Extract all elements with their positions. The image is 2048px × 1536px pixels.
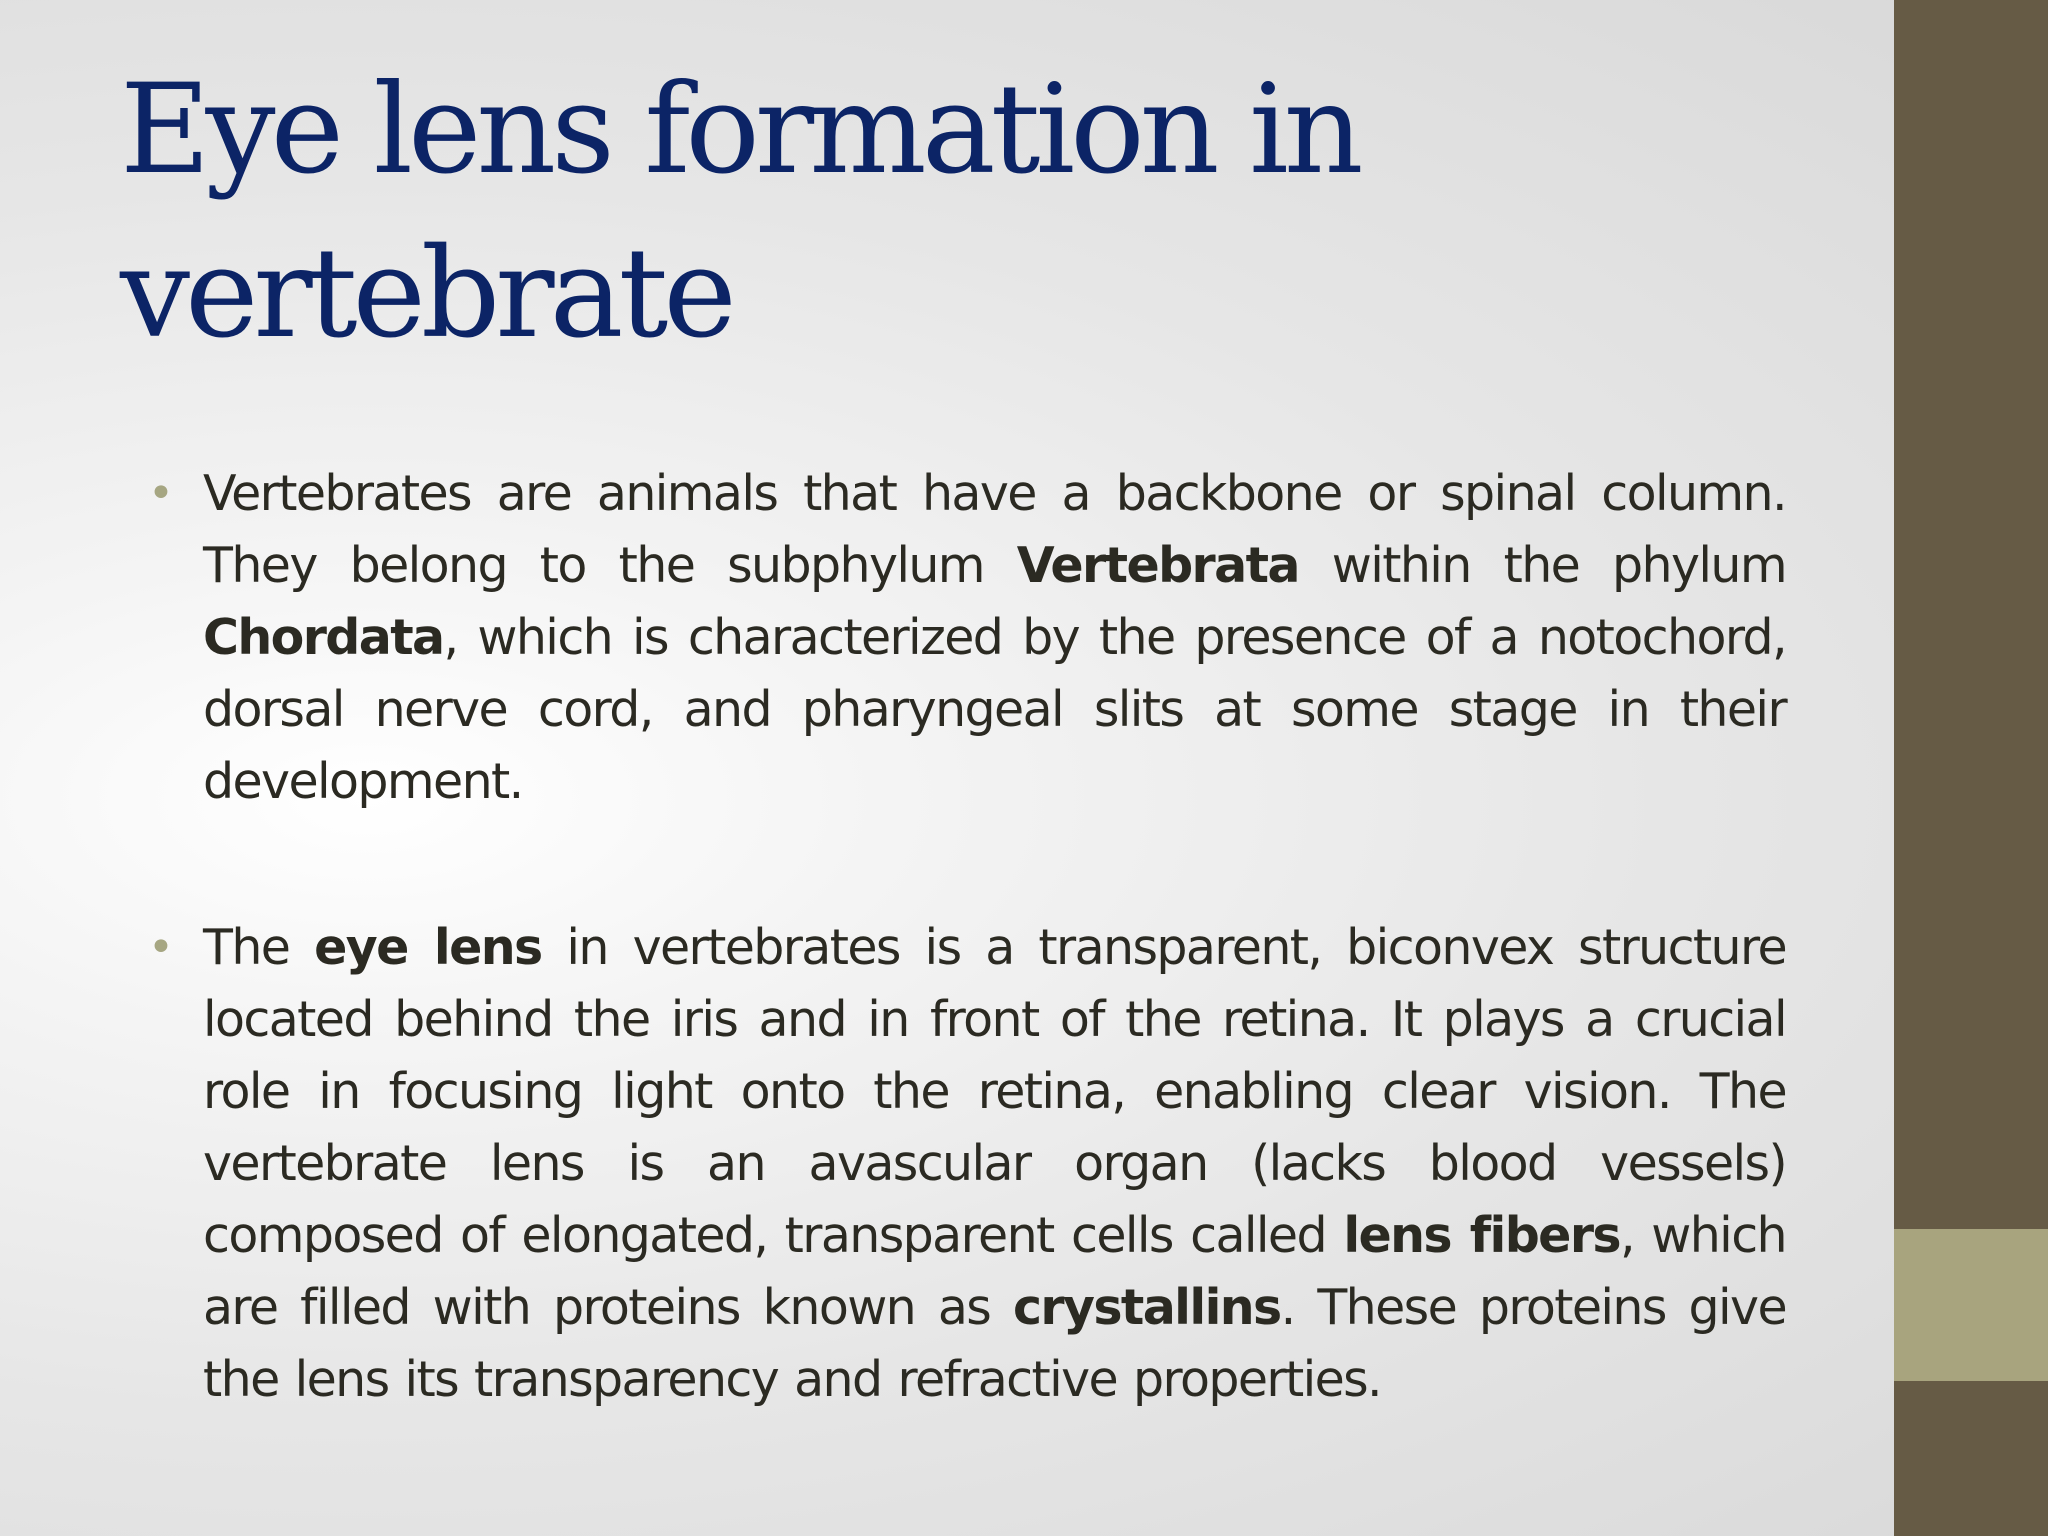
bullet-text-segment: within the phylum: [1298, 537, 1786, 594]
bullet-vertebrates: [148, 458, 1786, 818]
bullet-text-segment: , which are filled with proteins known as: [203, 1207, 1786, 1336]
bullet-text-segment: Vertebrates are animals that have a backbone or spinal column. They belong to the subphylum: [203, 465, 1786, 594]
bullet-list: [148, 458, 1786, 1416]
bold-term-lens-fibers: lens fibers: [1343, 1207, 1620, 1264]
bold-term-vertebrata: Vertebrata: [1016, 537, 1299, 594]
slide-title: Eye lens formation in vertebrate: [120, 58, 1359, 366]
bullet-text-segment: . These proteins give the lens its transparency and refractive properties.: [203, 1279, 1786, 1408]
bullet-eye-lens: [148, 912, 1786, 1416]
bullet-text-segment: The: [203, 919, 315, 976]
bold-term-crystallins: crystallins: [1012, 1279, 1281, 1336]
bullet-dot-icon: •: [148, 922, 173, 973]
bullet-text-segment: , which is characterized by the presence of a notochord, dorsal nerve cord, and pharyngeal slits at some stage in their development.: [203, 609, 1786, 810]
bold-term-chordata: Chordata: [203, 609, 444, 666]
bold-term-eye-lens: eye lens: [314, 919, 542, 976]
bullet-text-segment: in vertebrates is a transparent, biconvex structure located behind the iris and in front of the retina. It plays a crucial role in focusing light onto the retina, enabling clear vision. The vertebrate lens is an avascular organ (lacks blood vessels) composed of elongated, transparent cells called: [203, 919, 1787, 1264]
bullet-dot-icon: •: [148, 468, 173, 519]
right-bar-accent-block: [1894, 1229, 2048, 1381]
